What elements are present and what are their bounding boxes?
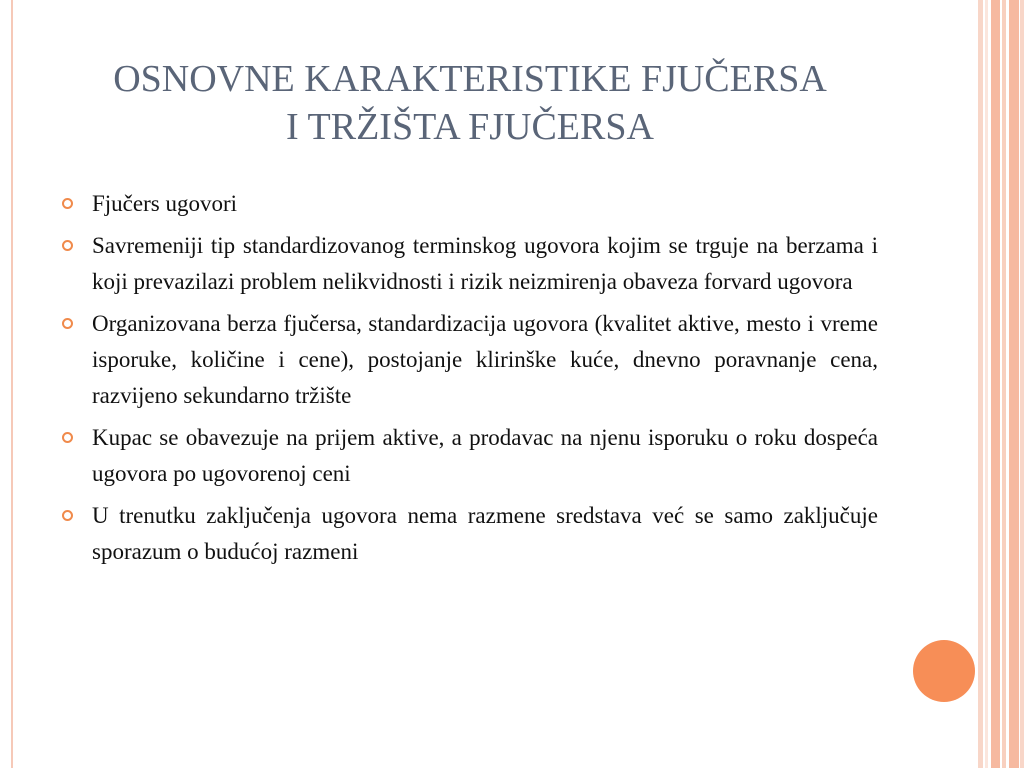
bullet-text: Savremeniji tip standardizovanog terminskog ugovora kojim se trguje na berzama i koji prevazilazi problem nelikvidnosti i rizik neizmirenja obaveza forvard ugovora — [92, 233, 878, 294]
decorative-stripe — [985, 0, 988, 768]
bullet-text: Fjučers ugovori — [92, 191, 238, 216]
bullet-circle-icon — [62, 198, 73, 209]
left-border-line — [11, 0, 13, 768]
bullet-item — [60, 306, 878, 414]
bullet-item — [60, 420, 878, 492]
slide-title-line-1: OSNOVNE KARAKTERISTIKE FJUČERSA — [113, 58, 827, 100]
decorative-stripe — [978, 0, 983, 768]
slide-title-line-2: I TRŽIŠTA FJUČERSA — [286, 106, 654, 148]
slide-title — [30, 55, 910, 151]
bullet-circle-icon — [62, 432, 73, 443]
bullet-text: Organizovana berza fjučersa, standardizacija ugovora (kvalitet aktive, mesto i vreme isporuke, količine i cene), postojanje klirinške kuće, dnevno poravnanje cena, razvijeno sekundarno tržište — [92, 311, 878, 408]
bullet-text: Kupac se obavezuje na prijem aktive, a prodavac na njenu isporuku o roku dospeća ugovora po ugovorenoj ceni — [92, 425, 878, 486]
bullet-item — [60, 228, 878, 300]
bullet-text: U trenutku zaključenja ugovora nema razmene sredstava već se samo zaključuje sporazum o budućoj razmeni — [92, 503, 878, 564]
decorative-stripe — [1002, 0, 1006, 768]
decorative-stripe — [1020, 0, 1024, 768]
bullet-item — [60, 498, 878, 570]
decorative-stripe — [1009, 0, 1019, 768]
bullet-item — [60, 186, 878, 222]
decorative-orange-circle — [913, 640, 975, 702]
bullet-circle-icon — [62, 318, 73, 329]
decorative-stripe — [991, 0, 1000, 768]
bullet-circle-icon — [62, 510, 73, 521]
bullet-circle-icon — [62, 240, 73, 251]
bullet-list — [60, 186, 878, 576]
